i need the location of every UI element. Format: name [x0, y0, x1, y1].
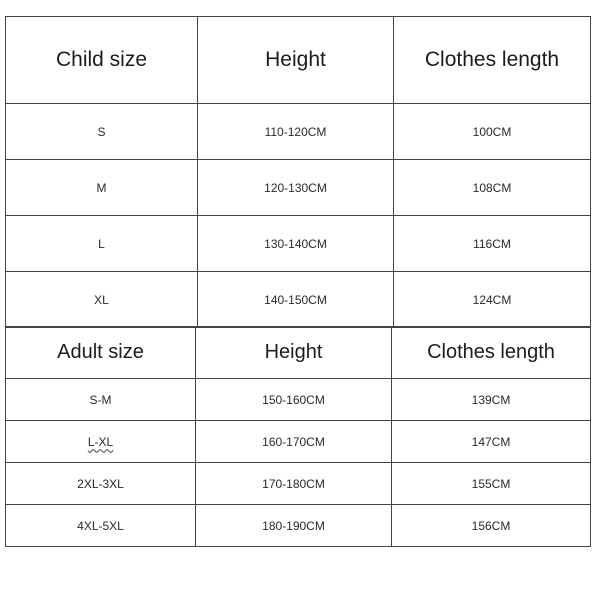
- table-row: [6, 104, 591, 160]
- adult-header-row: [6, 327, 591, 379]
- adult-height-header: Height: [196, 327, 392, 379]
- size-cell: L: [6, 216, 198, 272]
- height-cell: 140-150CM: [198, 272, 394, 328]
- child-size-header: Child size: [6, 17, 198, 104]
- length-cell: 124CM: [394, 272, 591, 328]
- size-cell: 4XL-5XL: [6, 505, 196, 547]
- size-cell: 2XL-3XL: [6, 463, 196, 505]
- table-row: [6, 505, 591, 547]
- child-header-row: [6, 17, 591, 104]
- length-cell: 147CM: [392, 421, 591, 463]
- length-cell: 108CM: [394, 160, 591, 216]
- height-cell: 160-170CM: [196, 421, 392, 463]
- size-cell: [6, 421, 196, 463]
- height-cell: 130-140CM: [198, 216, 394, 272]
- child-length-header: Clothes length: [394, 17, 591, 104]
- child-height-header: Height: [198, 17, 394, 104]
- size-cell: S: [6, 104, 198, 160]
- table-row: [6, 160, 591, 216]
- adult-length-header: Clothes length: [392, 327, 591, 379]
- height-cell: 150-160CM: [196, 379, 392, 421]
- size-cell: S-M: [6, 379, 196, 421]
- length-cell: 116CM: [394, 216, 591, 272]
- length-cell: 156CM: [392, 505, 591, 547]
- height-cell: 170-180CM: [196, 463, 392, 505]
- size-cell: M: [6, 160, 198, 216]
- child-size-table: [5, 16, 591, 328]
- length-cell: 100CM: [394, 104, 591, 160]
- adult-size-table: [5, 326, 591, 547]
- height-cell: 110-120CM: [198, 104, 394, 160]
- size-cell: XL: [6, 272, 198, 328]
- adult-size-header: Adult size: [6, 327, 196, 379]
- length-cell: 139CM: [392, 379, 591, 421]
- length-cell: 155CM: [392, 463, 591, 505]
- height-cell: 120-130CM: [198, 160, 394, 216]
- table-row: [6, 421, 591, 463]
- size-label: L-XL: [87, 434, 114, 449]
- table-row: [6, 272, 591, 328]
- height-cell: 180-190CM: [196, 505, 392, 547]
- table-row: [6, 216, 591, 272]
- table-row: [6, 379, 591, 421]
- table-row: [6, 463, 591, 505]
